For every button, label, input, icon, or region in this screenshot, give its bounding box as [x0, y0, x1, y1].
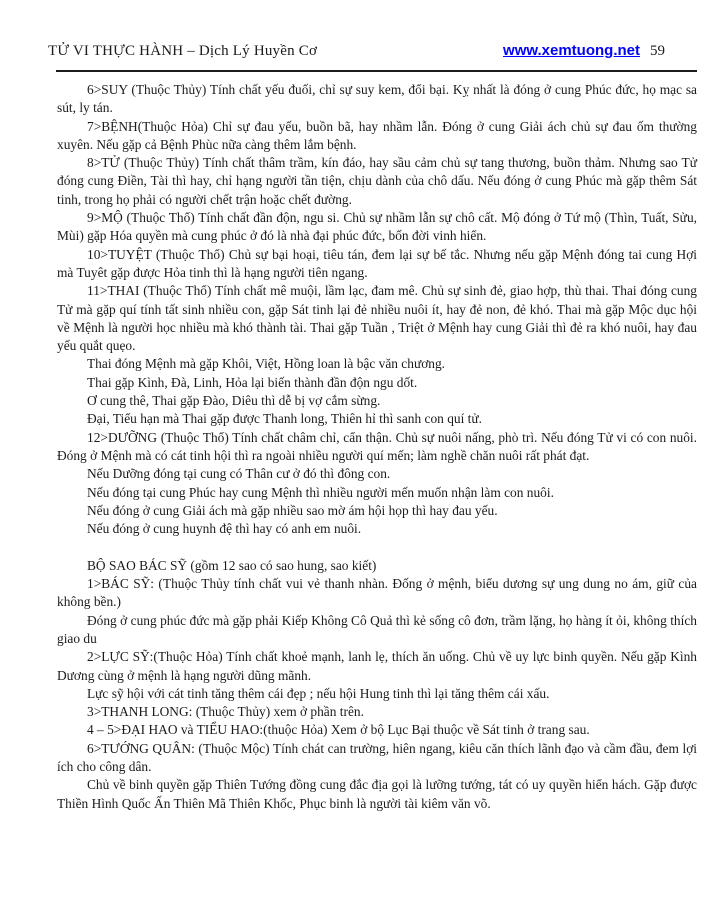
paragraph: Lực sỹ hội với cát tinh tăng thêm cái đẹp ; nếu hội Hung tinh thì lại tăng thêm cái xấu. — [87, 685, 550, 701]
paragraph: Nếu đóng tại cung Phúc hay cung Mệnh thì nhiều người mến muốn nhận làm con nuôi. — [87, 484, 554, 500]
website-link[interactable]: www.xemtuong.net — [503, 42, 640, 59]
paragraph: Nếu đóng ở cung huynh đệ thì hay có anh em nuôi. — [87, 521, 362, 537]
paragraph: 11>THAI (Thuộc Thổ) Tính chất mê muội, lầm lạc, đam mê. Chủ sự sinh đẻ, giao hợp, thù thai. Thai đóng cung Tử mà gặp quí tính tất sinh nhiều con, gặp Sát tinh lại đẻ nhiều nuôi ít, hay đẻ non, đẻ khó. Thai mà gặp Mộc dục hội về Mệnh là người học nhiều mà khó thành tài. Thai gặp Tuần , Triệt ở Mệnh hay cung Giải thì đẻ ra khó nuôi, hay đau yếu quắt quẹo. — [57, 283, 697, 354]
paragraph: Ơ cung thê, Thai gặp Đào, Diêu thì dễ bị vợ cắm sừng. — [87, 393, 381, 409]
header-divider — [56, 70, 697, 72]
paragraph: 6>SUY (Thuộc Thủy) Tính chất yếu đuối, chỉ sự suy kem, đổi bại. Kỵ nhất là đóng ở cung Phúc đức, họ mạc sa sút, ly tán. — [57, 82, 697, 116]
paragraph: 3>THANH LONG: (Thuộc Thủy) xem ở phần trên. — [87, 704, 364, 720]
paragraph: Thai đóng Mệnh mà gặp Khôi, Việt, Hồng loan là bậc văn chương. — [87, 356, 446, 372]
paragraph: 10>TUYỆT (Thuộc Thổ) Chủ sự bại hoại, tiêu tán, đem lại sự bế tắc. Nhưng nếu gặp Mệnh đóng tai cung Hợi mà Tuyêt gặp được Hỏa tinh thì là hạng người tiên ngang. — [57, 246, 697, 280]
paragraph: Đại, Tiểu hạn mà Thai gặp được Thanh long, Thiên hỉ thì sanh con quí tử. — [87, 411, 483, 427]
paragraph: 12>DƯỠNG (Thuộc Thổ) Tính chất châm chỉ, cẩn thận. Chủ sự nuôi nấng, phò trì. Nếu đóng Tử vi có con nuôi. Đóng ở Mệnh mà có cát tinh hội thì ra ngoài nhiều người quí mến; làm nghề chăn nuôi rất phát đạt. — [57, 429, 697, 463]
paragraph: 1>BÁC SỸ: (Thuộc Thủy tính chất vui vẻ thanh nhàn. Đống ở mệnh, biểu dương sự ung dung no ám, giữ của không bền.) — [57, 576, 697, 610]
paragraph: 9>MỘ (Thuộc Thổ) Tính chất đần độn, ngu si. Chủ sự nhầm lẫn sự chô cất. Mộ đóng ở Tứ mộ (Thìn, Tuất, Sửu, Mùi) gặp Hóa quyền mà cung phúc ở đó là nhà đại phúc đức, bốn đời vinh hiển. — [57, 210, 697, 244]
paragraph: 6>TƯỚNG QUÂN: (Thuộc Mộc) Tính chát can trường, hiên ngang, kiêu căn thích lãnh đạo và cầm đầu, đem lợi ích cho công dân. — [57, 740, 697, 774]
body-text — [57, 81, 697, 813]
page-header — [48, 42, 665, 60]
paragraph: 2>LỰC SỸ:(Thuộc Hỏa) Tính chất khoẻ mạnh, lanh lẹ, thích ăn uống. Chủ về uy lực binh quyền. Nếu gặp Kình Dương cùng ở mệnh là hạng người dũng mãnh. — [57, 649, 697, 683]
paragraph: 4 – 5>ĐẠI HAO và TIỂU HAO:(thuộc Hỏa) Xem ở bộ Lục Bại thuộc về Sát tinh ở trang sau. — [87, 722, 590, 738]
paragraph: 8>TỬ (Thuộc Thủy) Tính chất thâm trầm, kín đáo, hay sầu cảm chủ sự tang thương, buồn thảm. Nhưng sao Tử đóng cung Điền, Tài thì hay, chỉ hạng người tần tiện, chịu dành của chô dấu. Nếu đóng ở cung Phúc mà gặp thêm Sát tinh, trong họ phải có người chết trận hoặc chết đường. — [57, 155, 697, 207]
paragraph: 7>BỆNH(Thuộc Hỏa) Chỉ sự đau yếu, buồn bã, hay nhầm lẫn. Đóng ở cung Giải ách chủ sự đau ốm thường xuyên. Nếu gặp cả Bệnh Phùc nữa càng thêm lắm bệnh. — [57, 118, 697, 152]
paragraph: BỘ SAO BÁC SỸ (gồm 12 sao có sao hung, sao kiết) — [87, 557, 377, 573]
paragraph: Nếu Dưỡng đóng tại cung có Thân cư ở đó thì đông con. — [87, 466, 391, 482]
book-title: TỬ VI THỰC HÀNH – Dịch Lý Huyền Cơ — [48, 43, 318, 59]
header-right — [503, 42, 665, 60]
paragraph: Nếu đóng ở cung Giải ách mà gặp nhiều sao mờ ám hội họp thì hay đau yếu. — [87, 502, 498, 518]
paragraph: Đóng ở cung phúc đức mà gặp phải Kiếp Không Cô Quả thì kẻ sống cô đơn, trầm lặng, họ hàng ít ỏi, không thích giao du — [57, 612, 697, 646]
paragraph: Thai gặp Kình, Đà, Linh, Hỏa lại biến thành đần độn ngu dốt. — [87, 374, 418, 390]
page-number: 59 — [650, 43, 665, 59]
paragraph: Chủ về binh quyền gặp Thiên Tướng đồng cung đắc địa gọi là lưỡng tướng, tát có uy quyền hiển hách. Gặp được Thiền Hình Quốc Ấn Thiên Mã Thiên Khốc, Phục binh là người tài kiêm văn võ. — [57, 777, 697, 811]
